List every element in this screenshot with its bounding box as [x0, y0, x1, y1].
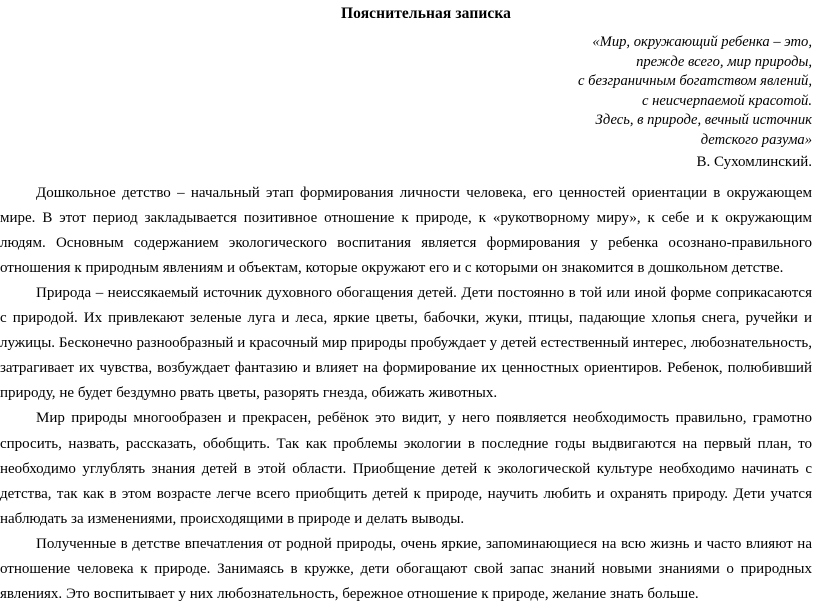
paragraph: Мир природы многообразен и прекрасен, ребёнок это видит, у него появляется необходимость правильно, грамотно спросить, назвать, рассказать, обобщить. Так как проблемы экологии в последние годы выдвигаются на первый план, то необходимо углублять знания детей в этой области. Приобщение детей к экологической культуре необходимо начинать с детства, так как в этом возрасте легче всего приобщить детей к природе, научить любить и охранять природу. Дети учатся наблюдать за изменениями, происходящими в природе и делать выводы. [0, 410, 812, 527]
body-text [0, 181, 816, 607]
epigraph-line: с неисчерпаемой красотой. [641, 92, 812, 109]
document-page [0, 4, 816, 603]
epigraph-line: «Мир, окружающий ребенка – это, [592, 34, 812, 50]
epigraph-line: Здесь, в природе, вечный источник [595, 112, 812, 129]
paragraph: Дошкольное детство – начальный этап формирования личности человека, его ценностей ориентации в окружающем мире. В этот период закладывается позитивное отношение к природе, к «рукотворному миру», к себе и к окружающим людям. Основным содержанием экологического воспитания является формирования у ребенка осознано-правильного отношения к природным явлениям и объектам, которые окружают его и с которыми он знакомится в дошкольном детстве. [0, 184, 812, 276]
paragraph: Природа – неиссякаемый источник духовного обогащения детей. Дети постоянно в той или иной форме соприкасаются с природой. Их привлекают зеленые луга и леса, яркие цветы, бабочки, жуки, птицы, падающие хлопья снега, ручейки и лужицы. Бесконечно разнообразный и красочный мир природы пробуждает у детей естественный интерес, любознательность, затрагивает их чувства, возбуждает фантазию и влияет на формирование их ценностных ориентиров. Ребенок, полюбивший природу, не будет бездумно рвать цветы, разорять гнезда, обижать животных. [0, 284, 812, 402]
epigraph-line: с безграничным богатством явлений, [578, 73, 812, 90]
epigraph-line: прежде всего, мир природы, [636, 53, 812, 70]
page-title: Пояснительная записка [340, 5, 512, 22]
epigraph-block [0, 33, 816, 173]
paragraph: Полученные в детстве впечатления от родной природы, очень яркие, запоминающиеся на всю жизнь и часто влияют на отношение человека к природе. Занимаясь в кружке, дети обогащают свой запас знаний новыми знаниями о природных явлениях. Это воспитывает у них любознательность, бережное отношение к природе, желание знать больше. [0, 535, 812, 603]
epigraph-author: В. Сухомлинский. [696, 153, 812, 170]
epigraph-line: детского разума» [700, 131, 812, 148]
